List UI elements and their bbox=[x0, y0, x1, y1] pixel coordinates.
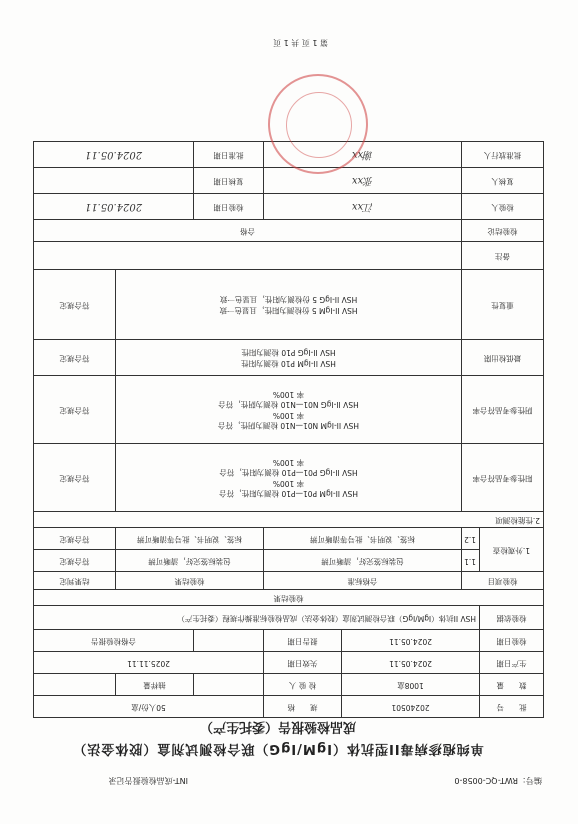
results-header: 检验结果 bbox=[34, 590, 544, 606]
sample-qty-value bbox=[34, 674, 116, 696]
final-label: 检验结论 bbox=[462, 220, 544, 242]
exp-date-label: 失效日期 bbox=[264, 652, 342, 674]
report-date-value bbox=[194, 630, 264, 652]
basis-label: 检验依据 bbox=[480, 606, 544, 630]
sample-qty-label: 抽样量 bbox=[116, 674, 194, 696]
perf-judge: 符合规定 bbox=[34, 444, 116, 512]
approver-date: 2024.05.11 bbox=[34, 142, 194, 168]
table-row-judge: 符合规定 bbox=[34, 528, 116, 550]
table-row-std: 标签、说明书、批号等清晰可辨 bbox=[264, 528, 462, 550]
company-seal bbox=[268, 74, 368, 174]
checker-date: 2024.05.11 bbox=[34, 194, 194, 220]
perf-result: HSV II-IgM N01—N10 检测为阴性，符合 率 100% HSV II-IgG N01—N10 检测为阴性，符合 率 100% bbox=[116, 376, 462, 444]
table-row-no: 1.2 bbox=[462, 528, 480, 550]
perf-item: 最低检出限 bbox=[462, 340, 544, 376]
page-number: 第 1 页 共 1 页 bbox=[273, 38, 328, 47]
final-value: 合格 bbox=[34, 220, 462, 242]
perf-item: 重复性 bbox=[462, 270, 544, 340]
perf-judge: 符合规定 bbox=[34, 270, 116, 340]
group2-label: 2.性能检测项 bbox=[34, 512, 544, 528]
conclusion-label: 合格检验报告 bbox=[34, 630, 194, 652]
perf-judge: 符合规定 bbox=[34, 340, 116, 376]
reviewer-signature: 张xx bbox=[264, 168, 462, 194]
batch-label: 批 号 bbox=[480, 696, 544, 718]
perf-item: 阴性参考品符合率 bbox=[462, 376, 544, 444]
sampler-label: 检 验 人 bbox=[264, 674, 342, 696]
reviewer-date-label: 复核日期 bbox=[194, 168, 264, 194]
approver-label: 批准放行人 bbox=[462, 142, 544, 168]
approver-signature: 谢xx bbox=[264, 142, 462, 168]
perf-item: 阳性参考品符合率 bbox=[462, 444, 544, 512]
remark-value bbox=[34, 242, 462, 270]
table-row-std: 包装标签完好，清晰可辨 bbox=[264, 550, 462, 572]
spec-label: 规 格 bbox=[264, 696, 342, 718]
perf-result: HSV II-IgM P01—P10 检测为阳性，符合 率 100% HSV II-IgG P01—P10 检测为阳性，符合 率 100% bbox=[116, 444, 462, 512]
sampler-value bbox=[194, 674, 264, 696]
qty-value: 1008盒 bbox=[342, 674, 480, 696]
col-result: 检验结果 bbox=[116, 572, 264, 590]
form-name: INT-成品检验报告记录 bbox=[108, 776, 188, 785]
remark-label: 备注 bbox=[462, 242, 544, 270]
seal-inner-ring bbox=[286, 92, 352, 158]
basis-value: HSV II抗体（IgM/IgG）联合检测试剂盒（胶体金法）成品检验标准操作规程（委托生产） bbox=[34, 606, 480, 630]
group1-label: 1.外观检查 bbox=[480, 528, 544, 572]
table-row-res: 标签、说明书、批号等清晰可辨 bbox=[116, 528, 264, 550]
check-date-value: 2024.05.11 bbox=[342, 630, 480, 652]
doc-number: 编号：RWT-QC-0058-0 bbox=[454, 776, 542, 785]
perf-result: HSV II-IgM 5 份检测为阳性，且显色一致 HSV II-IgG 5 份检测为阳性，且显色一致 bbox=[116, 270, 462, 340]
table-row-no: 1.1 bbox=[462, 550, 480, 572]
spec-value: 50人份/盒 bbox=[34, 696, 264, 718]
col-item: 检验项目 bbox=[462, 572, 544, 590]
report-title: 单纯疱疹病毒II型抗体（IgM/IgG）联合检测试剂盒（胶体金法） bbox=[72, 741, 484, 756]
perf-judge: 符合规定 bbox=[34, 376, 116, 444]
report-table bbox=[33, 141, 544, 718]
perf-result: HSV II-IgM P10 检测为阳性 HSV II-IgG P10 检测为阳性 bbox=[116, 340, 462, 376]
checker-date-label: 检验日期 bbox=[194, 194, 264, 220]
reviewer-date bbox=[34, 168, 194, 194]
table-row-res: 包装标签完好，清晰可辨 bbox=[116, 550, 264, 572]
col-judge: 结果判定 bbox=[34, 572, 116, 590]
prod-date-label: 生产日期 bbox=[480, 652, 544, 674]
qty-label: 数 量 bbox=[480, 674, 544, 696]
batch-value: 20240501 bbox=[342, 696, 480, 718]
checker-signature: 江xx bbox=[264, 194, 462, 220]
col-standard: 合格标准 bbox=[264, 572, 462, 590]
report-subtitle: 成品检验报告（委托生产） bbox=[200, 719, 357, 734]
exp-date-value: 2025.11.11 bbox=[34, 652, 264, 674]
reviewer-label: 复核人 bbox=[462, 168, 544, 194]
prod-date-value: 2024.05.11 bbox=[342, 652, 480, 674]
table-row-judge: 符合规定 bbox=[34, 550, 116, 572]
checker-label: 检验人 bbox=[462, 194, 544, 220]
approver-date-label: 批准日期 bbox=[194, 142, 264, 168]
check-date-label: 检验日期 bbox=[480, 630, 544, 652]
report-date-label: 报告日期 bbox=[264, 630, 342, 652]
